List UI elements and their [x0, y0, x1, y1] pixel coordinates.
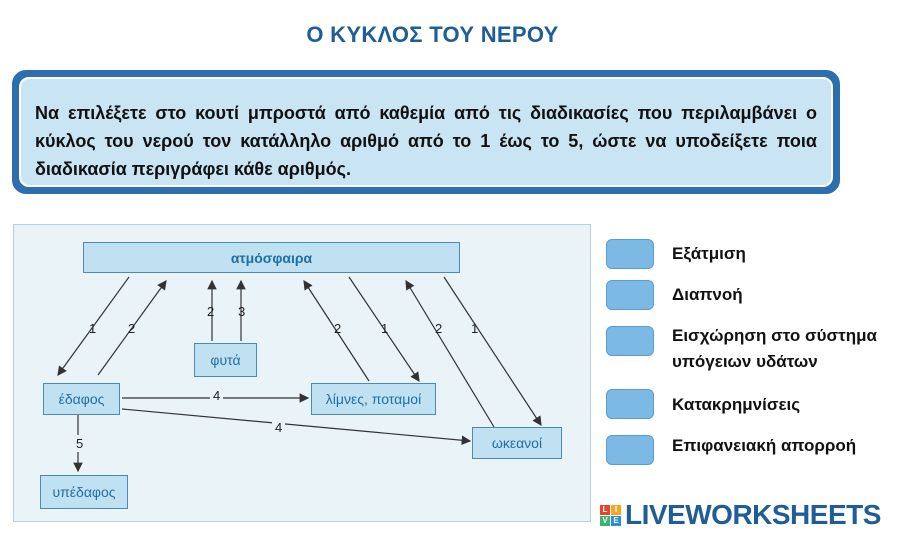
node-soil: έδαφος	[43, 383, 120, 415]
page-title: Ο ΚΥΚΛΟΣ ΤΟΥ ΝΕΡΟΥ	[306, 22, 559, 47]
arrow-label: 1	[381, 321, 389, 336]
instruction-text: Να επιλέξετε στο κουτί μπροστά από καθεμία από τις διαδικασίες που περιλαμβάνει ο κύκλος του νερού τον κατάλληλο αριθμό από το 1 έως το 5, ώστε να υποδείξετε ποια διαδικασία περιγράφει κάθε αριθμός.	[19, 77, 833, 187]
option-label: Εξάτμιση	[672, 244, 746, 263]
option-label: Επιφανειακή απορροή	[672, 436, 857, 455]
instruction-panel	[12, 70, 840, 194]
node-oceans: ωκεανοί	[472, 427, 562, 459]
arrow-label: 1	[471, 321, 479, 336]
answer-input-evaporation[interactable]	[606, 239, 654, 269]
arrow-label: 2	[207, 304, 215, 319]
option-label: Εισχώρηση στο σύστημα υπόγειων υδάτων	[672, 326, 877, 371]
node-atmosphere: ατμόσφαιρα	[83, 242, 460, 273]
answer-input-precipitation[interactable]	[606, 389, 654, 419]
logo-letter: V	[600, 516, 610, 526]
arrow-label: 5	[76, 436, 84, 451]
node-subsoil: υπέδαφος	[40, 475, 128, 509]
answer-input-transpiration[interactable]	[606, 280, 654, 310]
arrow-label: 4	[272, 420, 285, 435]
brand-name: LIVEWORKSHEETS	[625, 499, 881, 530]
arrow-label: 2	[435, 321, 443, 336]
option-label: Διαπνοή	[672, 285, 743, 304]
arrow-label: 3	[238, 304, 246, 319]
arrow-label: 1	[89, 321, 97, 336]
logo-letter: E	[611, 516, 621, 526]
logo-letter: I	[611, 505, 621, 515]
arrow-label: 2	[128, 321, 136, 336]
node-lakes-rivers: λίμνες, ποταμοί	[311, 383, 436, 415]
arrow-label: 2	[334, 321, 342, 336]
arrow-atm-to-oceans	[444, 277, 541, 425]
water-cycle-diagram	[13, 224, 591, 522]
option-label: Κατακρημνίσεις	[672, 395, 801, 414]
answer-input-infiltration[interactable]	[606, 326, 654, 356]
node-plants: φυτά	[194, 343, 257, 377]
answer-input-surface-runoff[interactable]	[606, 435, 654, 465]
arrow-label: 4	[210, 388, 223, 403]
logo-letter: L	[600, 505, 610, 515]
logo-grid-icon	[600, 505, 621, 526]
liveworksheets-logo	[600, 499, 881, 531]
